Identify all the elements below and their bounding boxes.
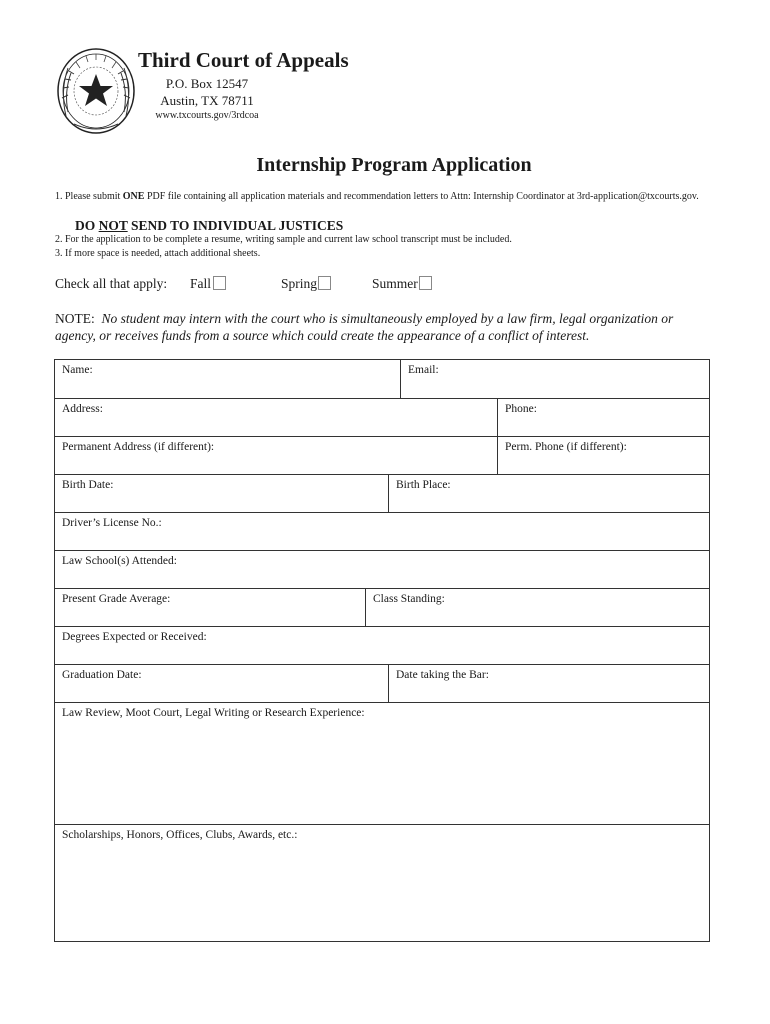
name-label: Name: <box>62 364 93 376</box>
phone-label: Phone: <box>505 403 537 415</box>
perm-phone-cell <box>497 437 709 474</box>
phone-field[interactable] <box>504 419 703 433</box>
phone-cell <box>497 399 709 436</box>
address-cell <box>55 399 497 436</box>
email-cell <box>400 360 709 398</box>
permanent-address-cell <box>55 437 497 474</box>
honors-field[interactable] <box>61 847 703 938</box>
court-address-line1: P.O. Box 12547 <box>165 76 249 91</box>
perm-phone-label: Perm. Phone (if different): <box>505 441 627 453</box>
law-school-field[interactable] <box>61 571 703 585</box>
class-standing-label: Class Standing: <box>373 593 445 605</box>
email-field[interactable] <box>407 381 703 395</box>
instruction-1: 1. Please submit ONE PDF file containing all application materials and recommendation letters to Attn: Internship Coordinator at 3rd-application@txcourts.gov. <box>55 191 699 202</box>
graduation-date-cell <box>55 665 388 702</box>
application-form <box>54 359 710 942</box>
document-title: Internship Program Application <box>256 154 532 176</box>
conflict-of-interest-note: NOTE: No student may intern with the court who is simultaneously employed by a law firm, legal organization or agency, or receives funds from a source which could create the appearance of a conflict of interest. <box>55 311 674 343</box>
birth-place-field[interactable] <box>395 495 703 509</box>
bar-date-cell <box>388 665 709 702</box>
class-standing-cell <box>365 589 709 626</box>
experience-field[interactable] <box>61 725 703 821</box>
court-website: www.txcourts.gov/3rdcoa <box>155 110 259 121</box>
experience-cell <box>55 703 709 824</box>
degrees-label: Degrees Expected or Received: <box>62 631 207 643</box>
form-row <box>55 824 709 941</box>
honors-cell <box>55 825 709 941</box>
law-school-label: Law School(s) Attended: <box>62 555 177 567</box>
class-standing-field[interactable] <box>372 609 703 623</box>
texas-state-seal-icon <box>54 46 138 136</box>
check-all-prompt: Check all that apply: <box>55 276 168 291</box>
graduation-date-label: Graduation Date: <box>62 669 142 681</box>
birth-place-cell <box>388 475 709 512</box>
grade-average-field[interactable] <box>61 609 359 623</box>
fall-label: Fall <box>190 276 212 291</box>
individual-justices-warning: DO NOT SEND TO INDIVIDUAL JUSTICES <box>75 218 344 233</box>
form-row <box>55 664 709 702</box>
instruction-3: 3. If more space is needed, attach additional sheets. <box>55 248 261 259</box>
fall-checkbox[interactable] <box>213 276 226 290</box>
experience-label: Law Review, Moot Court, Legal Writing or Research Experience: <box>62 707 365 719</box>
form-row <box>55 398 709 436</box>
permanent-address-label: Permanent Address (if different): <box>62 441 215 453</box>
form-row <box>55 360 709 398</box>
name-cell <box>55 360 400 398</box>
form-row <box>55 626 709 664</box>
form-row <box>55 702 709 824</box>
birth-date-field[interactable] <box>61 495 382 509</box>
address-field[interactable] <box>61 419 491 433</box>
honors-label: Scholarships, Honors, Offices, Clubs, Awards, etc.: <box>62 829 298 841</box>
form-row <box>55 436 709 474</box>
bar-date-field[interactable] <box>395 685 703 699</box>
spring-label: Spring <box>281 276 318 291</box>
email-label: Email: <box>408 364 439 376</box>
court-name: Third Court of Appeals <box>138 48 349 72</box>
birth-date-cell <box>55 475 388 512</box>
form-row <box>55 512 709 550</box>
address-label: Address: <box>62 403 103 415</box>
grade-average-cell <box>55 589 365 626</box>
court-address-line2: Austin, TX 78711 <box>160 93 254 108</box>
instruction-2: 2. For the application to be complete a resume, writing sample and current law school transcript must be included. <box>55 234 512 245</box>
name-field[interactable] <box>61 381 394 395</box>
graduation-date-field[interactable] <box>61 685 382 699</box>
bar-date-label: Date taking the Bar: <box>396 669 489 681</box>
term-selection <box>55 276 555 296</box>
form-row <box>55 550 709 588</box>
grade-average-label: Present Grade Average: <box>62 593 171 605</box>
drivers-license-field[interactable] <box>61 533 703 547</box>
perm-phone-field[interactable] <box>504 457 703 471</box>
drivers-license-cell <box>55 513 709 550</box>
law-school-cell <box>55 551 709 588</box>
birth-date-label: Birth Date: <box>62 479 114 491</box>
form-row <box>55 588 709 626</box>
spring-checkbox[interactable] <box>318 276 331 290</box>
birth-place-label: Birth Place: <box>396 479 451 491</box>
degrees-field[interactable] <box>61 647 703 661</box>
drivers-license-label: Driver’s License No.: <box>62 517 162 529</box>
summer-label: Summer <box>372 276 418 291</box>
summer-checkbox[interactable] <box>419 276 432 290</box>
form-row <box>55 474 709 512</box>
degrees-cell <box>55 627 709 664</box>
permanent-address-field[interactable] <box>61 457 491 471</box>
